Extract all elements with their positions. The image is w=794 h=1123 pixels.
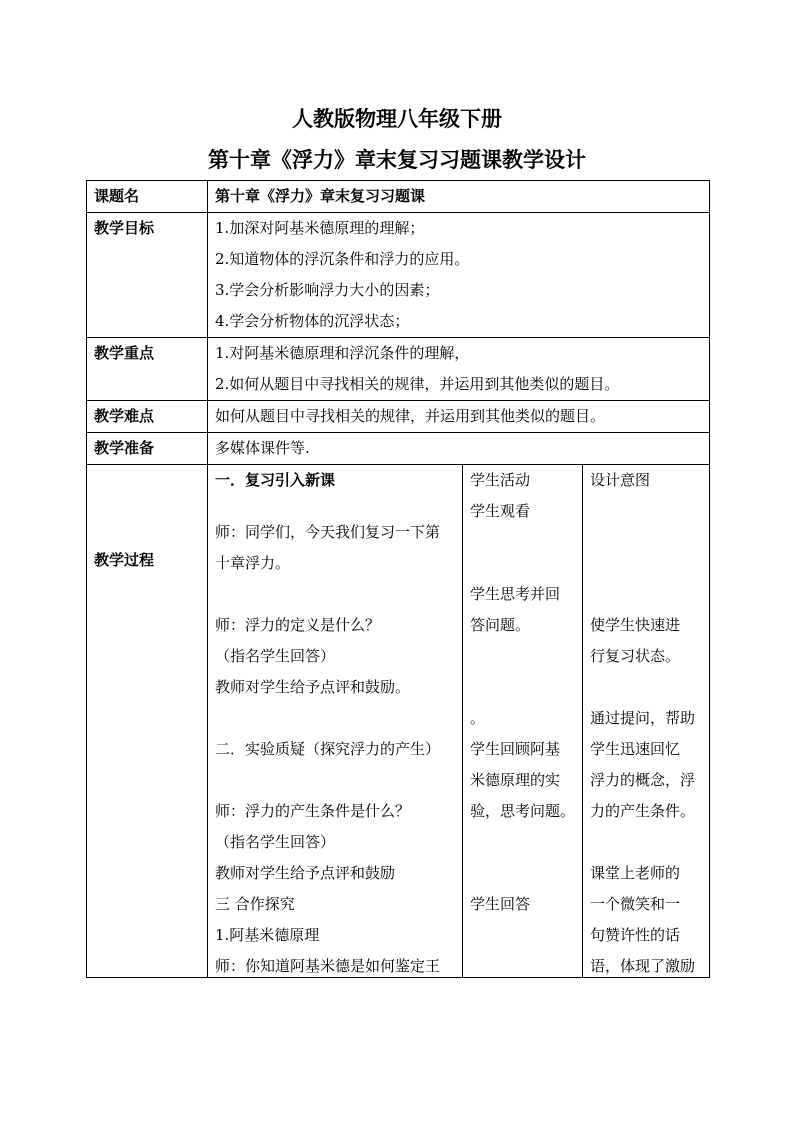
teacher-line: 1.阿基米德原理 [215,926,320,944]
intent-line: 通过提问，帮助 [590,709,696,727]
teacher-line: （指名学生回答） [215,833,336,851]
label-process [87,465,208,978]
goal-item: 1.加深对阿基米德原理的理解； [215,219,425,237]
row-difficulty [87,401,710,433]
key-item: 1.对阿基米德原理和浮沉条件的理解， [215,344,470,362]
label-goals: 教学目标 [87,213,208,338]
student-line: 学生思考并回 [470,585,561,603]
student-line: 学生回顾阿基 [470,740,561,758]
intent-line: 语，体现了激励 [590,957,696,975]
key-item: 2.如何从题目中寻找相关的规律，并运用到其他类似的题目。 [215,375,620,393]
intent-line: 课堂上老师的 [590,864,681,882]
intent-line: 一个微笑和一 [590,895,681,913]
intent-line: 句赞许性的话 [590,926,681,944]
student-line: 米德原理的实 [470,771,561,789]
teacher-line: 师：你知道阿基米德是如何鉴定王 [215,957,441,975]
lesson-plan-table [86,180,710,978]
value-prep: 多媒体课件等. [208,433,710,465]
row-topic [87,181,710,213]
process-student-column [463,465,583,978]
teacher-line: 教师对学生给予点评和鼓励。 [215,678,411,696]
teacher-line: 师：浮力的定义是什么？ [215,616,381,634]
student-line: 学生活动 [470,471,531,489]
document-title: 人教版物理八年级下册 [292,107,502,131]
teacher-line: 二．实验质疑（探究浮力的产生） [215,740,441,758]
value-difficulty: 如何从题目中寻找相关的规律，并运用到其他类似的题目。 [208,401,710,433]
teacher-line: 十章浮力。 [215,554,291,572]
row-process [87,465,710,978]
teacher-line: 师：浮力的产生条件是什么？ [215,802,411,820]
teacher-line: 一．复习引入新课 [215,471,336,489]
label-topic: 课题名 [87,181,208,213]
value-topic: 第十章《浮力》章末复习习题课 [208,181,710,213]
intent-line: 行复习状态。 [590,647,681,665]
goal-item: 4.学会分析物体的沉浮状态； [215,312,410,330]
process-intent-column [583,465,710,978]
teacher-line: 师：同学们，今天我们复习一下第 [215,523,441,541]
intent-line: 力的产生条件。 [590,802,696,820]
intent-line: 浮力的概念，浮 [590,771,696,789]
student-line: 学生观看 [470,502,531,520]
row-prep [87,433,710,465]
student-line: 答问题。 [470,616,531,634]
value-key [208,338,710,401]
goal-item: 2.知道物体的浮沉条件和浮力的应用。 [215,250,470,268]
intent-line: 学生迅速回忆 [590,740,681,758]
row-key [87,338,710,401]
goal-item: 3.学会分析影响浮力大小的因素； [215,281,440,299]
teacher-line: 三 合作探究 [215,895,295,913]
label-difficulty: 教学难点 [87,401,208,433]
document-subtitle: 第十章《浮力》章末复习习题课教学设计 [208,148,586,172]
teacher-line: 教师对学生给予点评和鼓励 [215,864,396,882]
process-teacher-column [208,465,463,978]
value-goals [208,213,710,338]
intent-line: 设计意图 [590,471,651,489]
teacher-line: （指名学生回答） [215,647,336,665]
label-key: 教学重点 [87,338,208,401]
process-label: 教学过程 [94,551,155,569]
student-line: 验，思考问题。 [470,802,576,820]
student-line: 。 [470,709,486,727]
row-goals [87,213,710,338]
student-line: 学生回答 [470,895,531,913]
intent-line: 使学生快速进 [590,616,681,634]
label-prep: 教学准备 [87,433,208,465]
